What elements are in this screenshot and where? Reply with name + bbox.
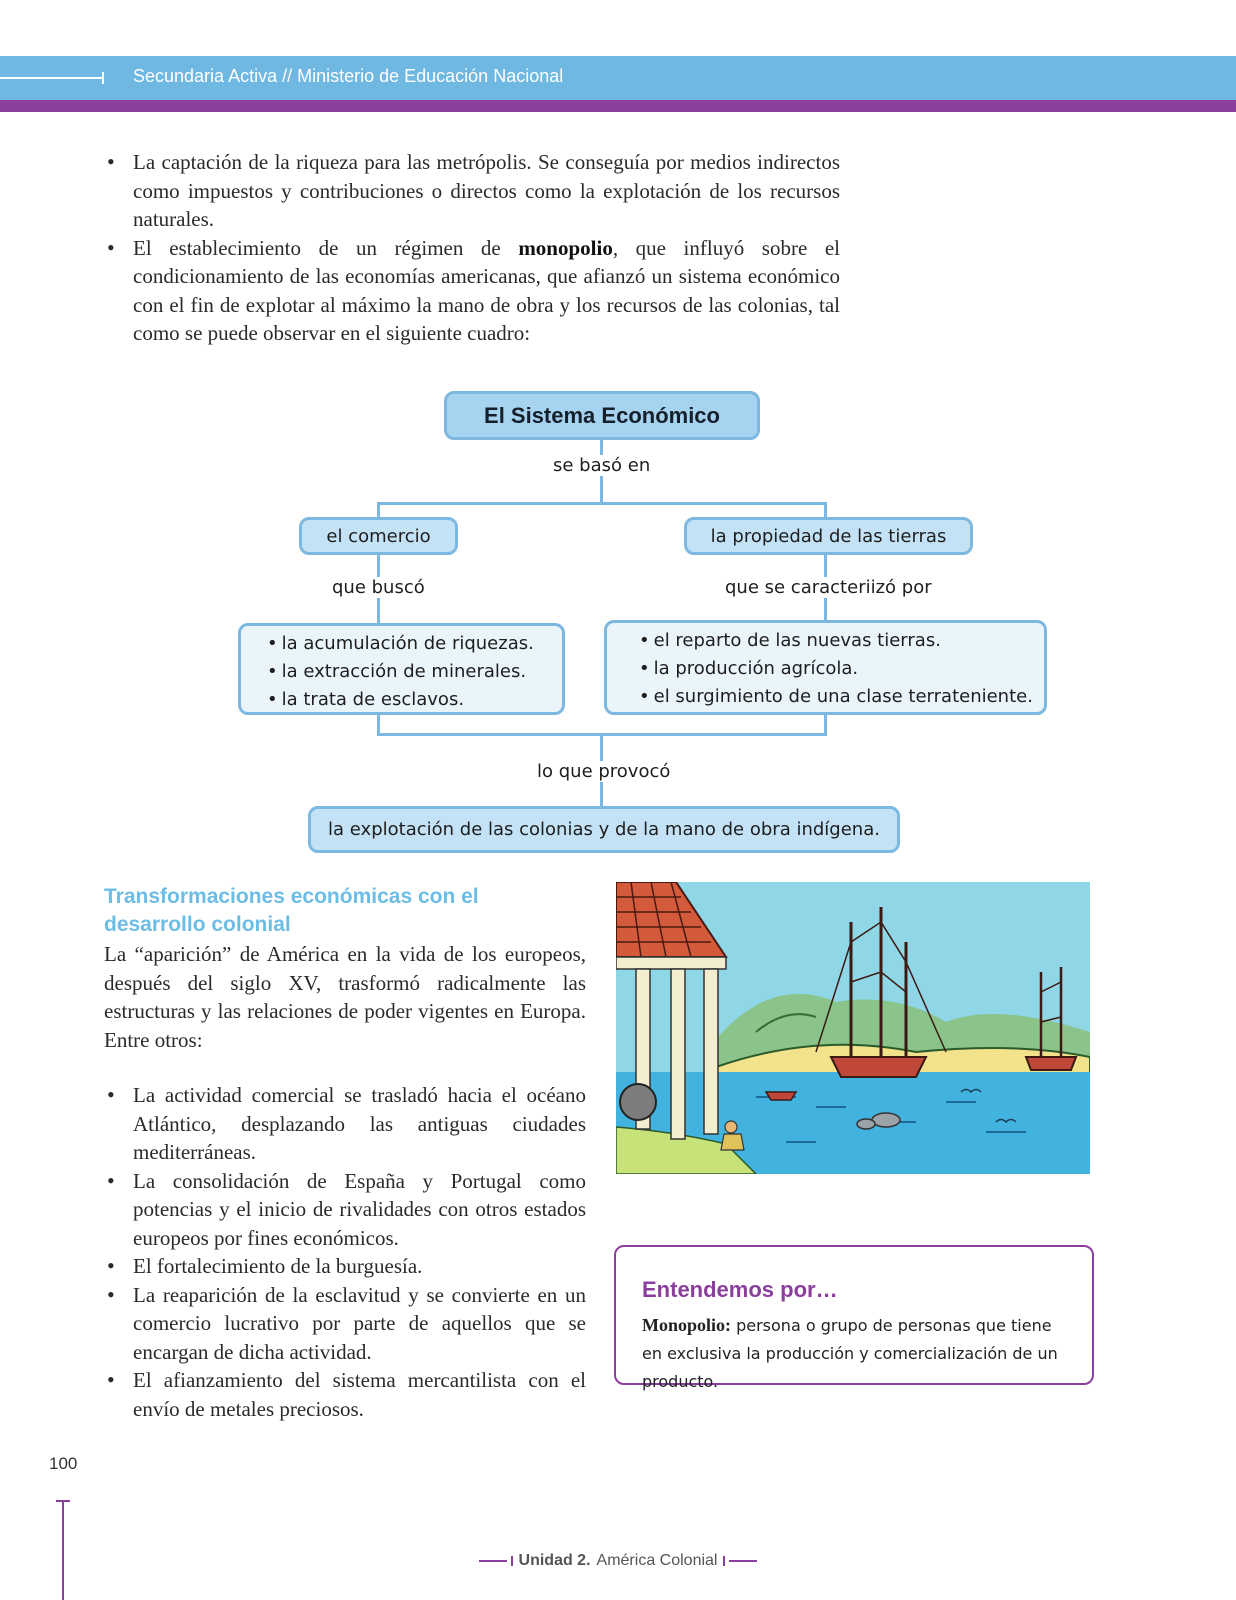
footer-rule-cap xyxy=(511,1556,513,1566)
map-right-item: • el reparto de las nuevas tierras. xyxy=(639,627,1044,655)
map-left-label: el comercio xyxy=(326,525,431,547)
map-line-split-top xyxy=(377,502,827,505)
intro-bullet-text: El establecimiento de un régimen de xyxy=(133,235,519,260)
map-right-item: • el surgimiento de una clase terrateniente. xyxy=(639,683,1044,711)
map-right-link: que se caracteriizó por xyxy=(721,577,936,598)
map-left-item: • la extracción de minerales. xyxy=(267,658,562,686)
intro-bullet-text: , que influyó sobre el condicionamiento de las economías americanas, que afianzó un sistema económico con el fin de explotar al máximo la mano de obra y los recursos de las colonias, tal como se puede observar en el siguiente cuadro: xyxy=(133,235,840,345)
map-title: El Sistema Económico xyxy=(484,402,720,428)
map-left-item: • la trata de esclavos. xyxy=(267,686,562,714)
header-rule-tick xyxy=(102,72,104,84)
section-paragraph: La “aparición” de América en la vida de los europeos, después del siglo XV, trasformó radicalmente las estructuras y las relaciones de poder vigentes en Europa. Entre otros: xyxy=(104,942,586,1052)
intro-bullet-item xyxy=(107,234,840,348)
margin-rule xyxy=(62,1500,64,1600)
footer-unit xyxy=(0,1552,1236,1570)
section-title: Transformaciones económicas con el desarrollo colonial xyxy=(104,885,479,936)
footer-unit-name: América Colonial xyxy=(596,1552,718,1569)
map-right-node xyxy=(684,517,973,555)
map-title-box xyxy=(444,391,760,440)
map-right-item: • la producción agrícola. xyxy=(639,655,1044,683)
definition-title: Entendemos por… xyxy=(642,1277,838,1302)
map-left-list xyxy=(267,630,562,714)
section-bullet-item: • La actividad comercial se trasladó hacia el océano Atlántico, desplazando las antiguas ciudades mediterráneas. xyxy=(107,1081,586,1167)
intro-bullet-item xyxy=(107,148,840,234)
map-result-box xyxy=(308,806,900,853)
section-bullet-item: • El fortalecimiento de la burguesía. xyxy=(107,1252,586,1281)
map-left-node xyxy=(299,517,458,555)
intro-bullet-list xyxy=(107,148,840,348)
page-number: 100 xyxy=(49,1454,78,1473)
map-result-text: la explotación de las colonias y de la mano de obra indígena. xyxy=(328,819,880,840)
intro-bullet-bold-term: monopolio xyxy=(518,235,613,260)
header-rule xyxy=(0,77,104,79)
definition-body xyxy=(642,1311,1072,1396)
definition-term: Monopolio: xyxy=(642,1315,732,1335)
section-bullet-item: • La consolidación de España y Portugal como potencias y el inicio de rivalidades con otros estados europeos por fines económicos. xyxy=(107,1167,586,1253)
section-bullet-item: • La reaparición de la esclavitud y se convierte en un comercio lucrativo por parte de aquellos que se encargan de dicha actividad. xyxy=(107,1281,586,1367)
map-link-result: lo que provocó xyxy=(533,761,674,782)
header-title: Secundaria Activa // Ministerio de Educación Nacional xyxy=(133,66,564,86)
definition-box xyxy=(614,1245,1094,1391)
definition-text: persona o grupo de personas que tiene en exclusiva la producción y comercialización de un producto. xyxy=(642,1316,1058,1391)
map-right-list-box xyxy=(604,620,1047,715)
footer-unit-number: Unidad 2. xyxy=(518,1552,591,1569)
map-right-list xyxy=(639,627,1044,711)
map-right-label: la propiedad de las tierras xyxy=(710,525,947,547)
map-left-list-box xyxy=(238,623,565,715)
intro-bullet-text: La captación de la riqueza para las metrópolis. Se conseguía por medios indirectos como impuestos y contribuciones o directos como la explotación de los recursos naturales. xyxy=(133,150,840,231)
map-left-link: que buscó xyxy=(328,577,429,598)
map-link-root: se basó en xyxy=(549,455,654,476)
header-stripe xyxy=(0,100,1236,112)
section-bullet-item: • El afianzamiento del sistema mercantilista con el envío de metales preciosos. xyxy=(107,1366,586,1423)
footer-rule-cap xyxy=(723,1556,725,1566)
footer-rule-right xyxy=(729,1560,757,1562)
footer-rule-left xyxy=(479,1560,507,1562)
colonial-port-illustration xyxy=(616,882,1090,1174)
section-bullet-list xyxy=(107,1081,586,1423)
map-left-item: • la acumulación de riquezas. xyxy=(267,630,562,658)
